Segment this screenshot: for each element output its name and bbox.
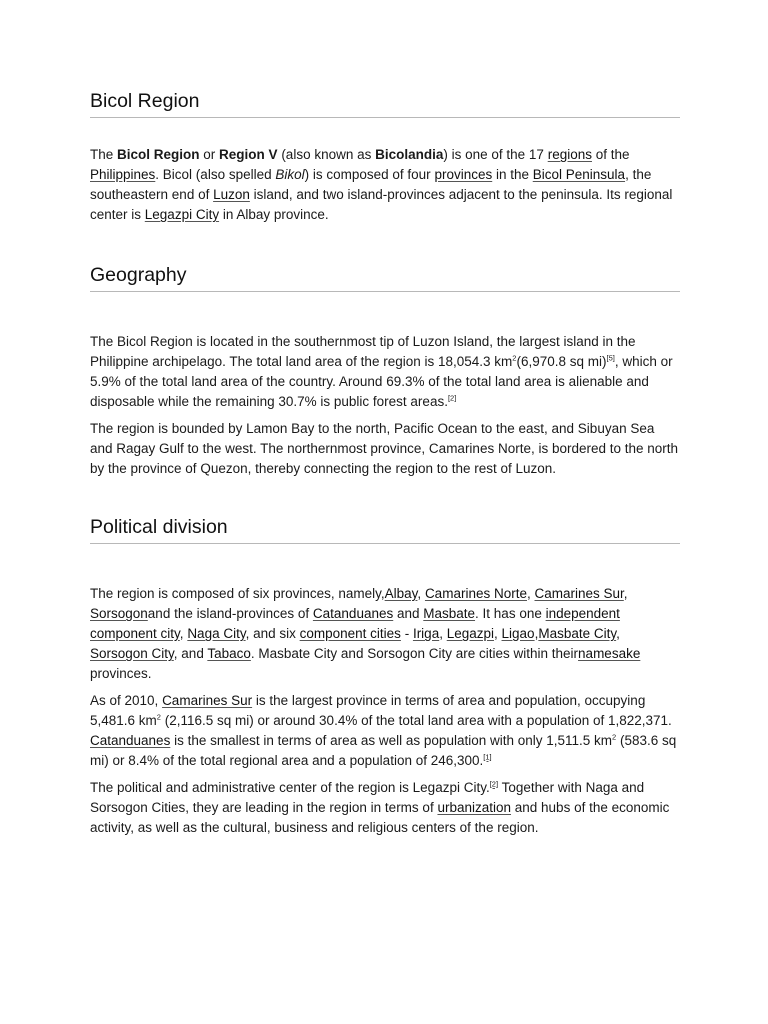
section-heading-bicol-region: Bicol Region [90,89,680,118]
citation-5[interactable]: [5] [606,353,615,363]
link-iriga[interactable]: Iriga [412,626,440,641]
link-namesake[interactable]: namesake [578,646,641,661]
intro-paragraph: The Bicol Region or Region V (also known as Bicolandia) is one of the 17 regions of the Philippines. Bicol (also spelled Bikol) is composed of four provinces in the Bicol Peninsula, the southeastern end of Luzon island, and two island-provinces adjacent to the peninsula. Its regional center is Legazpi City in Albay province. [90,147,673,222]
link-camarines-norte[interactable]: Camarines Norte [424,586,527,601]
link-independent-component-city[interactable]: independent component city [90,606,620,641]
link-masbate[interactable]: Masbate [423,606,476,621]
link-catanduanes-2[interactable]: Catanduanes [90,733,171,748]
citation-2-link[interactable]: [2] [489,779,499,789]
link-sorsogon[interactable]: Sorsogon [90,606,148,621]
citation-1[interactable]: [1] [483,752,492,762]
link-naga-city[interactable]: Naga City [187,626,246,641]
section-heading-geography: Geography [90,263,680,292]
link-albay[interactable]: Albay [384,586,418,601]
link-sorsogon-city[interactable]: Sorsogon City [90,646,174,661]
geography-paragraph-2: The region is bounded by Lamon Bay to the north, Pacific Ocean to the east, and Sibuyan Sea and Ragay Gulf to the west. The northernmost province, Camarines Norte, is bordered to the north by the province of Quezon, thereby connecting the region to the rest of Luzon. [90,421,679,476]
link-camarines-sur-2[interactable]: Camarines Sur [162,693,253,708]
political-paragraph-1: The region is composed of six provinces, namely,Albay, Camarines Norte, Camarines Sur, Sorsogonand the island-provinces of Catanduanes and Masbate. It has one independent component city, Naga City, and six component cities - Iriga, Legazpi, Ligao,Masbate City, Sorsogon City, and Tabaco. Masbate City and Sorsogon City are cities within theirnamesake provinces. [90,586,641,681]
link-regions[interactable]: regions [547,147,592,162]
link-provinces[interactable]: provinces [434,167,493,182]
political-paragraph-2: As of 2010, Camarines Sur is the largest province in terms of area and population, occupying 5,481.6 $km^2$ (2,116.5 sq mi) or around 30.4% of the total land area with a population of 1,822,371. Catanduanes is the smallest in terms of area as well as population with only 1,511.5 $km^2$ (583.6 sq mi) or 8.4% of the total regional area and a population of 246,300.[1] [90,693,677,768]
political-paragraph-3: The political and administrative center of the region is Legazpi City.[2] Together with Naga and Sorsogon Cities, they are leading in the region in terms of urbanization and hubs of the economic activity, as well as the cultural, business and religious centers of the region. [90,779,670,835]
citation-2[interactable]: [2] [447,393,457,403]
link-component-cities[interactable]: component cities [299,626,401,641]
link-catanduanes[interactable]: Catanduanes [312,606,394,621]
link-legazpi[interactable]: Legazpi [446,626,495,641]
link-urbanization[interactable]: urbanization [437,800,512,815]
link-luzon[interactable]: Luzon [213,187,250,202]
link-legazpi-city[interactable]: Legazpi City [144,207,220,222]
link-ligao[interactable]: Ligao [501,626,535,641]
link-philippines[interactable]: Philippines [90,167,156,182]
link-masbate-city[interactable]: Masbate City [538,626,617,641]
link-tabaco[interactable]: Tabaco [207,646,251,661]
section-heading-political-division: Political division [90,515,680,544]
link-bicol-peninsula[interactable]: Bicol Peninsula [532,167,626,182]
geography-paragraph-1: The Bicol Region is located in the southernmost tip of Luzon Island, the largest island in the Philippine archipelago. The total land area of the region is 18,054.3 $km^2(6,970.8$ sq mi)[5], which or 5.9% of the total land area of the country. Around 69.3% of the total land area is alienable and disposable while the remaining 30.7% is public forest areas.[2] [90,334,673,409]
link-camarines-sur[interactable]: Camarines Sur [534,586,624,601]
